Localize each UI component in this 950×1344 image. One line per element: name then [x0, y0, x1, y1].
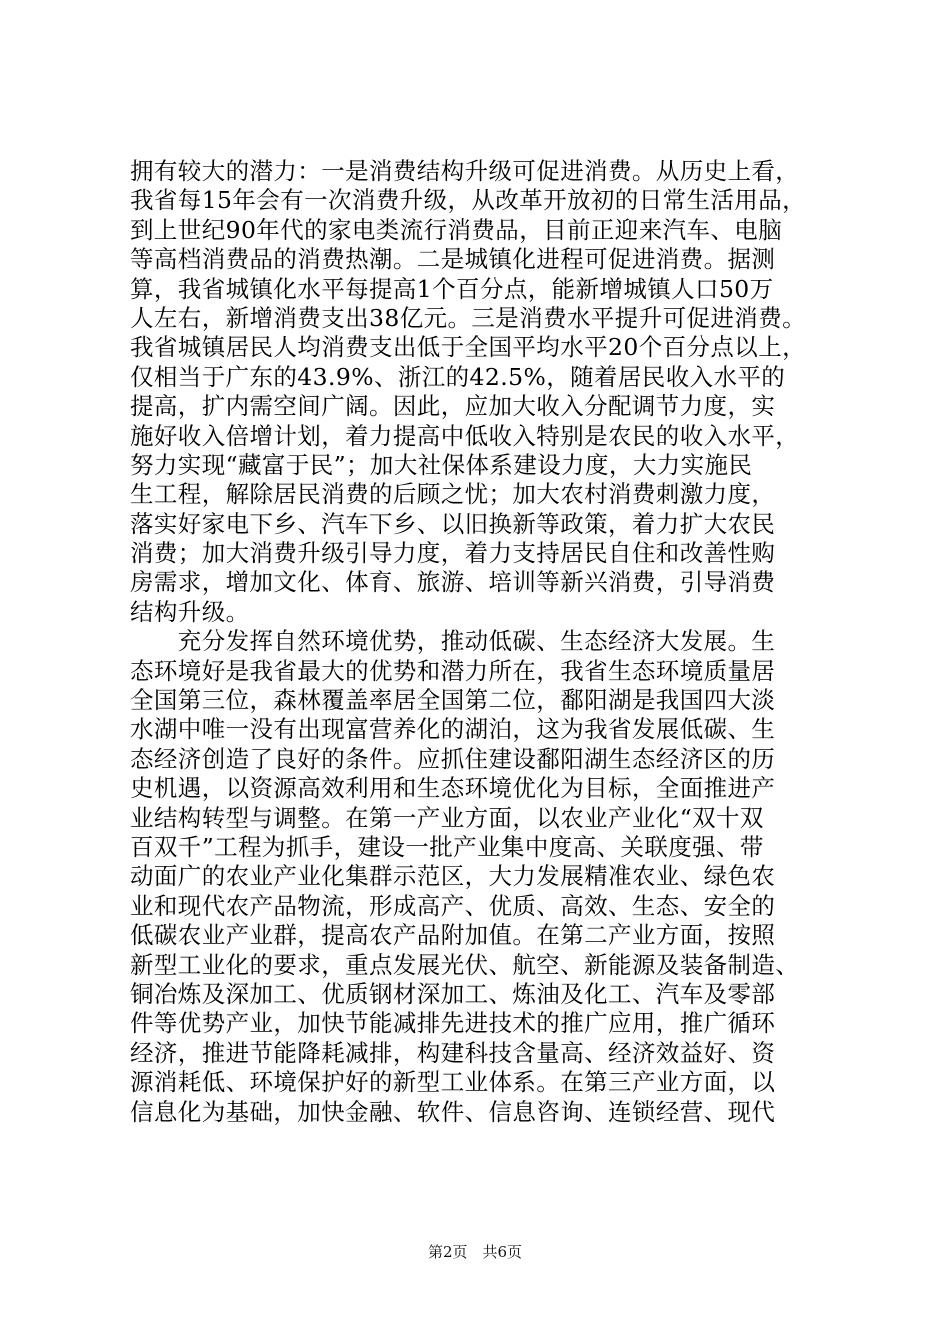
text-line: 源消耗低、环境保护好的新型工业体系。在第三产业方面，以 — [130, 1068, 776, 1097]
text-line: 态环境好是我省最大的优势和潜力所在，我省生态环境质量居 — [130, 656, 776, 685]
text-line: 态经济创造了良好的条件。应抓住建设鄱阳湖生态经济区的历 — [130, 744, 776, 773]
text-line: 努力实现“藏富于民”；加大社保体系建设力度，大力实施民 — [130, 450, 753, 479]
text-line: 提高，扩内需空间广阔。因此，应加大收入分配调节力度，实 — [130, 392, 776, 421]
text-line: 新型工业化的要求，重点发展光伏、航空、新能源及装备制造、 — [130, 950, 800, 979]
text-line: 结构升级。 — [130, 597, 250, 626]
text-line: 动面广的农业产业化集群示范区，大力发展精准农业、绿色农 — [130, 862, 776, 891]
page-footer: 第2页 共6页 — [427, 1243, 523, 1261]
text-line: 算，我省城镇化水平每提高1个百分点，能新增城镇人口50万 — [130, 274, 774, 303]
text-line: 施好收入倍增计划，着力提高中低收入特别是农民的收入水平， — [130, 421, 800, 450]
text-line: 生工程，解除居民消费的后顾之忧；加大农村消费刺激力度， — [130, 480, 776, 509]
text-line: 低碳农业产业群，提高农产品附加值。在第二产业方面，按照 — [130, 921, 776, 950]
text-line: 水湖中唯一没有出现富营养化的湖泊，这为我省发展低碳、生 — [130, 715, 776, 744]
text-line: 人左右，新增消费支出38亿元。三是消费水平提升可促进消费。 — [130, 303, 807, 332]
text-line: 到上世纪90年代的家电类流行消费品，目前正迎来汽车、电脑 — [130, 215, 783, 244]
body-text — [130, 157, 850, 1127]
text-line: 拥有较大的潜力：一是消费结构升级可促进消费。从历史上看， — [130, 157, 800, 185]
text-line: 业和现代农产品物流，形成高产、优质、高效、生态、安全的 — [130, 891, 776, 920]
text-line: 业结构转型与调整。在第一产业方面，以农业产业化“双十双 — [130, 803, 764, 832]
text-line: 百双千”工程为抓手，建设一批产业集中度高、关联度强、带 — [130, 832, 764, 861]
text-line: 房需求，增加文化、体育、旅游、培训等新兴消费，引导消费 — [130, 568, 776, 597]
text-line: 经济，推进节能降耗减排，构建科技含量高、经济效益好、资 — [130, 1038, 776, 1067]
text-line: 我省每15年会有一次消费升级，从改革开放初的日常生活用品， — [130, 186, 807, 215]
text-line: 等高档消费品的消费热潮。二是城镇化进程可促进消费。据测 — [130, 245, 776, 274]
text-line: 仅相当于广东的43.9%、浙江的42.5%，随着居民收入水平的 — [130, 362, 786, 391]
text-line: 充分发挥自然环境优势，推动低碳、生态经济大发展。生 — [130, 627, 776, 656]
text-line: 全国第三位，森林覆盖率居全国第二位，鄱阳湖是我国四大淡 — [130, 686, 776, 715]
text-line: 落实好家电下乡、汽车下乡、以旧换新等政策，着力扩大农民 — [130, 509, 776, 538]
text-line: 史机遇，以资源高效利用和生态环境优化为目标，全面推进产 — [130, 774, 776, 803]
text-line: 信息化为基础，加快金融、软件、信息咨询、连锁经营、现代 — [130, 1097, 776, 1126]
text-line: 件等优势产业，加快节能减排先进技术的推广应用，推广循环 — [130, 1009, 776, 1038]
text-line: 铜冶炼及深加工、优质钢材深加工、炼油及化工、汽车及零部 — [130, 979, 776, 1008]
text-line: 消费；加大消费升级引导力度，着力支持居民自住和改善性购 — [130, 539, 776, 568]
text-line: 我省城镇居民人均消费支出低于全国平均水平20个百分点以上， — [130, 333, 807, 362]
